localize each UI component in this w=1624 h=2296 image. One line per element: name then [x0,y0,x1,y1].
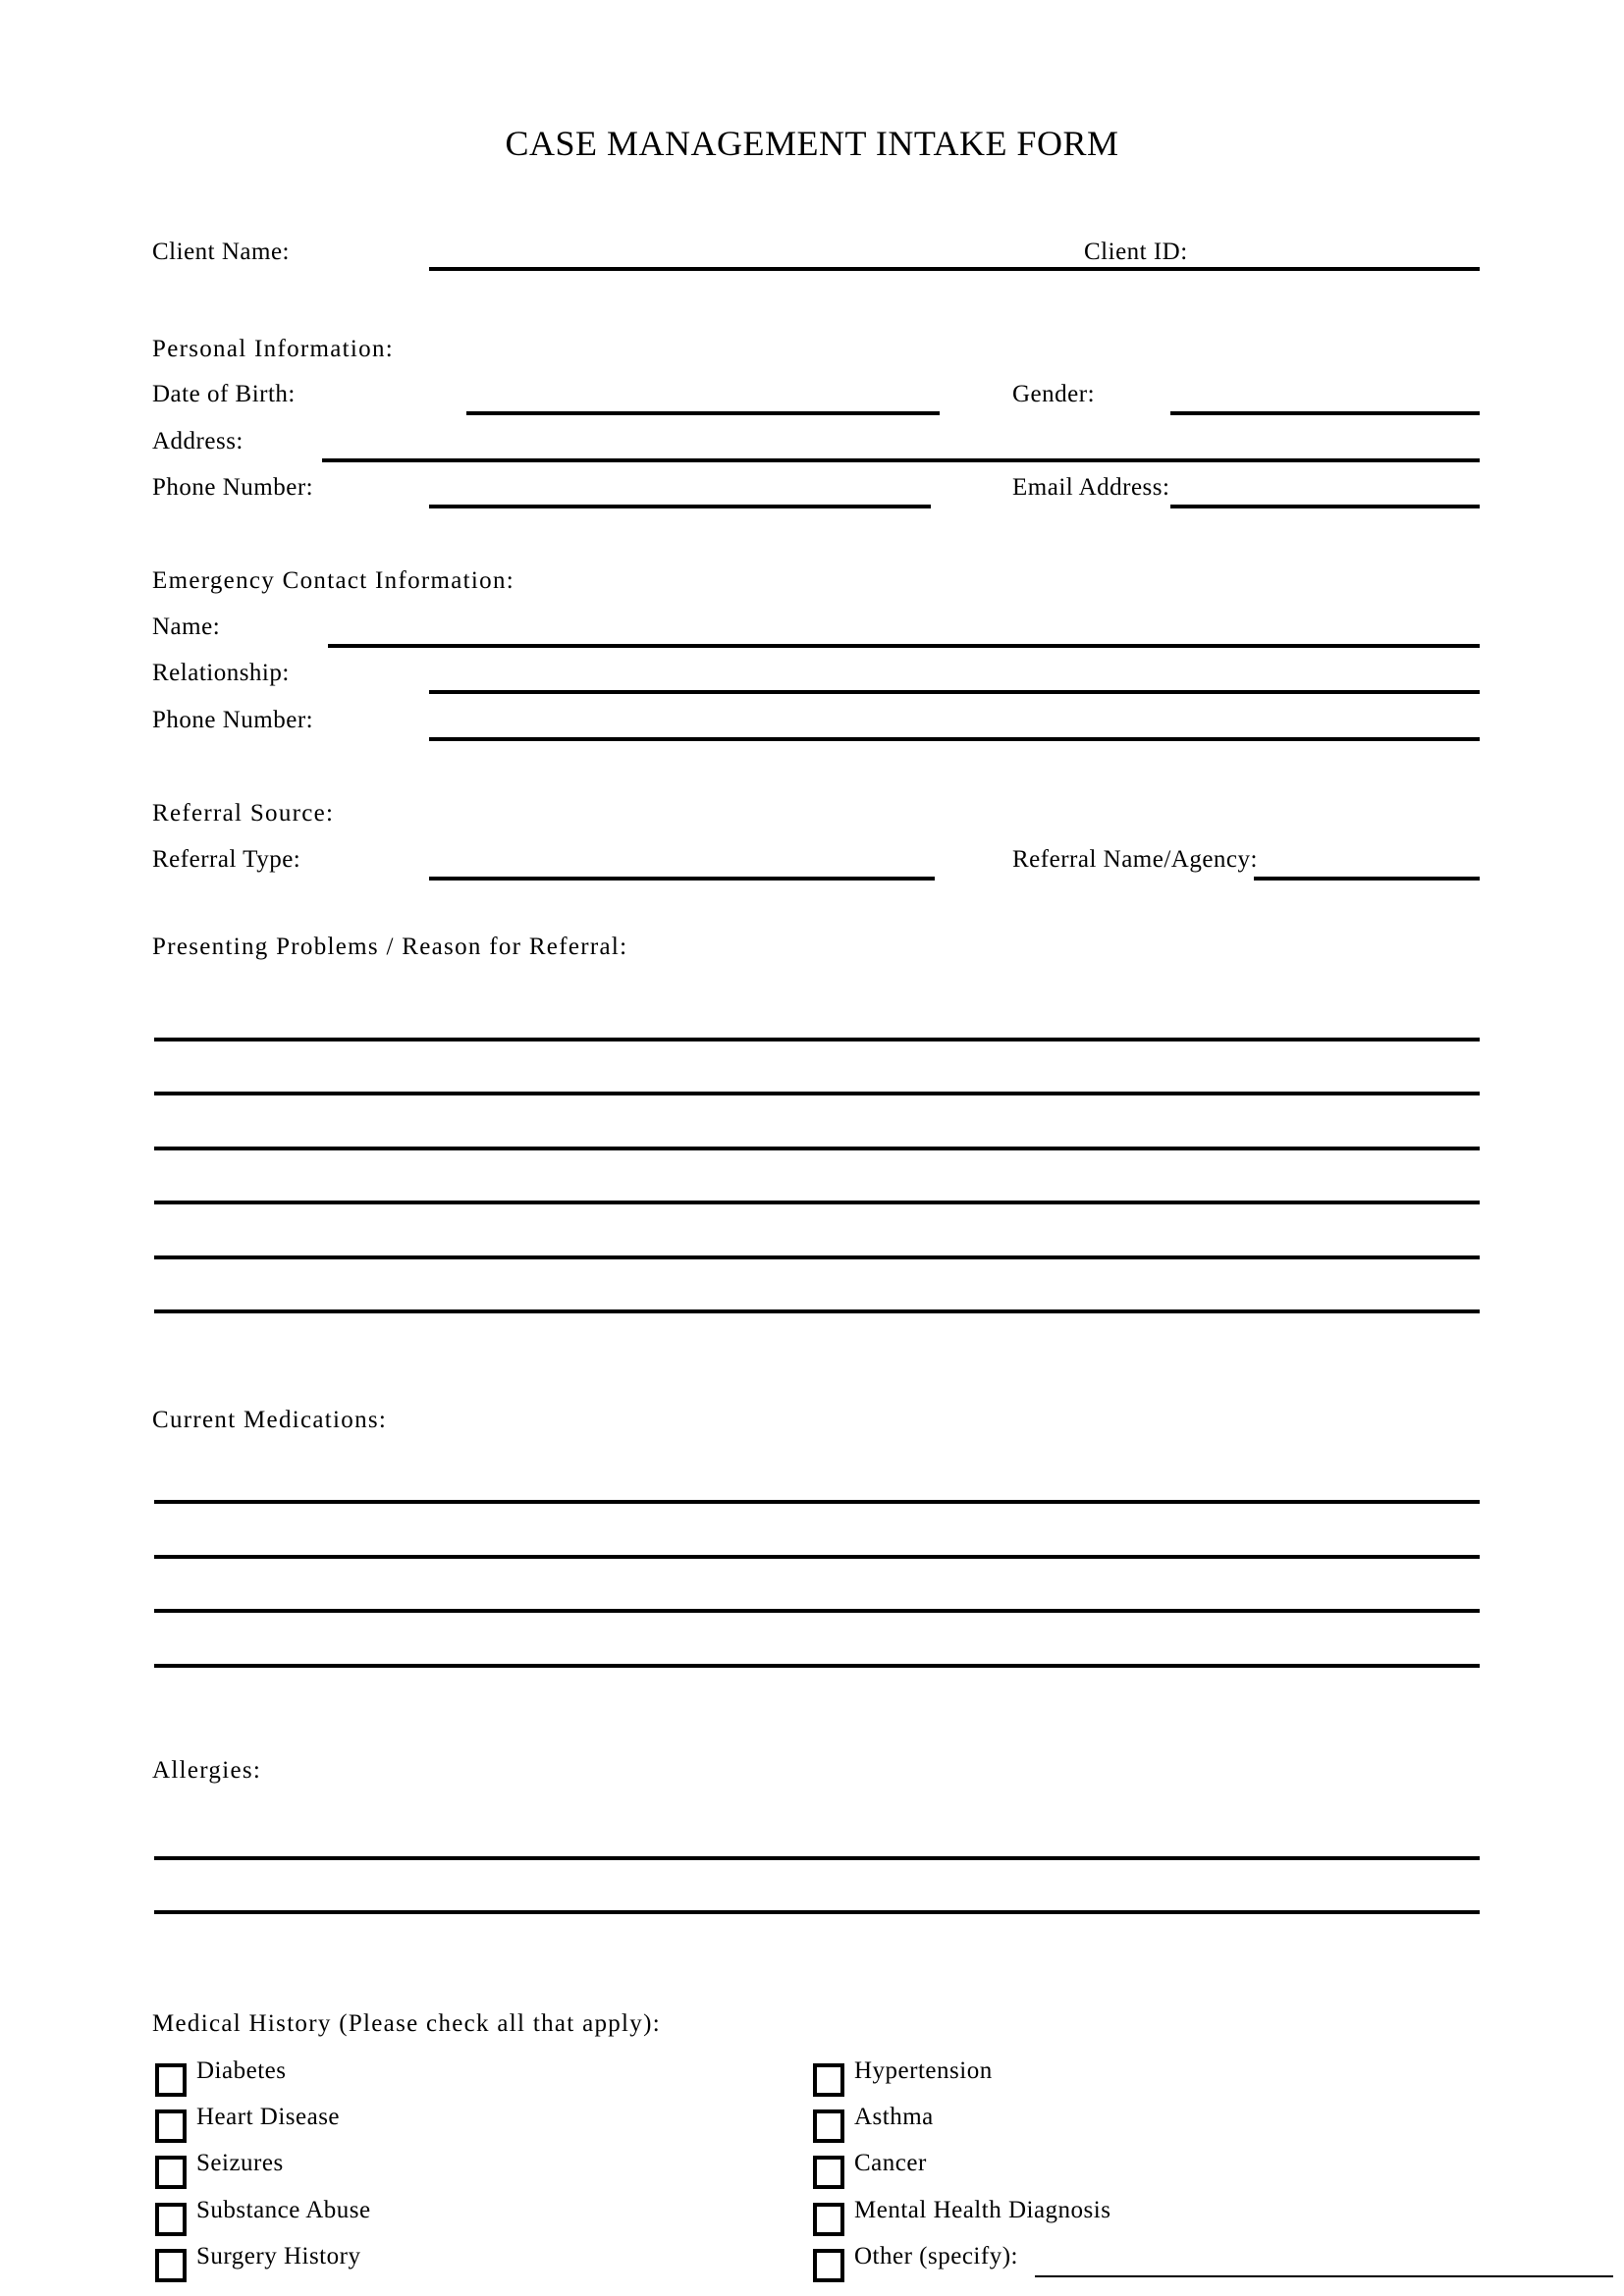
emergency-phone-line[interactable] [429,737,1480,741]
allergies-line-1[interactable] [154,1856,1480,1860]
checkbox-seizures[interactable] [155,2156,187,2189]
other-specify-line[interactable] [1035,2275,1613,2277]
checkbox-cancer[interactable] [813,2156,844,2189]
label-asthma: Asthma [854,2104,934,2130]
relationship-label: Relationship: [152,660,290,686]
allergies-line-2[interactable] [154,1910,1480,1914]
current-medications-line-2[interactable] [154,1555,1480,1559]
referral-type-line[interactable] [429,877,935,881]
presenting-problems-heading: Presenting Problems / Reason for Referral: [152,934,628,960]
presenting-problems-line-6[interactable] [154,1309,1480,1313]
emergency-contact-heading: Emergency Contact Information: [152,567,514,594]
checkbox-diabetes[interactable] [155,2063,187,2097]
presenting-problems-line-2[interactable] [154,1092,1480,1095]
emergency-name-label: Name: [152,614,221,640]
date-of-birth-line[interactable] [466,411,940,415]
personal-info-heading: Personal Information: [152,336,395,362]
label-heart-disease: Heart Disease [196,2104,341,2130]
label-substance-abuse: Substance Abuse [196,2197,371,2223]
presenting-problems-line-3[interactable] [154,1147,1480,1150]
address-label: Address: [152,428,244,454]
label-diabetes: Diabetes [196,2057,287,2084]
phone-number-line[interactable] [429,505,931,508]
checkbox-hypertension[interactable] [813,2063,844,2097]
phone-number-label: Phone Number: [152,474,314,501]
current-medications-line-3[interactable] [154,1609,1480,1613]
referral-type-label: Referral Type: [152,846,301,873]
checkbox-other[interactable] [813,2249,844,2282]
referral-name-agency-line[interactable] [1254,877,1480,881]
label-mental-health-diagnosis: Mental Health Diagnosis [854,2197,1111,2223]
referral-name-agency-label: Referral Name/Agency: [1012,846,1258,873]
label-seizures: Seizures [196,2150,284,2176]
checkbox-substance-abuse[interactable] [155,2203,187,2236]
current-medications-line-4[interactable] [154,1664,1480,1668]
label-hypertension: Hypertension [854,2057,993,2084]
checkbox-heart-disease[interactable] [155,2109,187,2143]
presenting-problems-line-1[interactable] [154,1038,1480,1041]
current-medications-line-1[interactable] [154,1500,1480,1504]
medical-history-heading: Medical History (Please check all that apply): [152,2010,661,2037]
label-surgery-history: Surgery History [196,2243,361,2269]
current-medications-heading: Current Medications: [152,1407,388,1433]
email-address-line[interactable] [1170,505,1480,508]
gender-label: Gender: [1012,381,1096,407]
label-cancer: Cancer [854,2150,927,2176]
checkbox-mental-health-diagnosis[interactable] [813,2203,844,2236]
checkbox-surgery-history[interactable] [155,2249,187,2282]
gender-line[interactable] [1170,411,1480,415]
presenting-problems-line-4[interactable] [154,1201,1480,1204]
allergies-heading: Allergies: [152,1757,262,1784]
presenting-problems-line-5[interactable] [154,1255,1480,1259]
client-name-label: Client Name: [152,239,290,265]
label-other-specify: Other (specify): [854,2243,1018,2269]
email-address-label: Email Address: [1012,474,1170,501]
address-line[interactable] [322,458,1480,462]
emergency-phone-label: Phone Number: [152,707,314,733]
client-id-label: Client ID: [1084,239,1188,265]
relationship-line[interactable] [429,690,1480,694]
client-name-line[interactable] [429,267,1480,271]
referral-source-heading: Referral Source: [152,800,335,827]
checkbox-asthma[interactable] [813,2109,844,2143]
date-of-birth-label: Date of Birth: [152,381,296,407]
emergency-name-line[interactable] [328,644,1480,648]
form-title: CASE MANAGEMENT INTAKE FORM [505,124,1119,163]
